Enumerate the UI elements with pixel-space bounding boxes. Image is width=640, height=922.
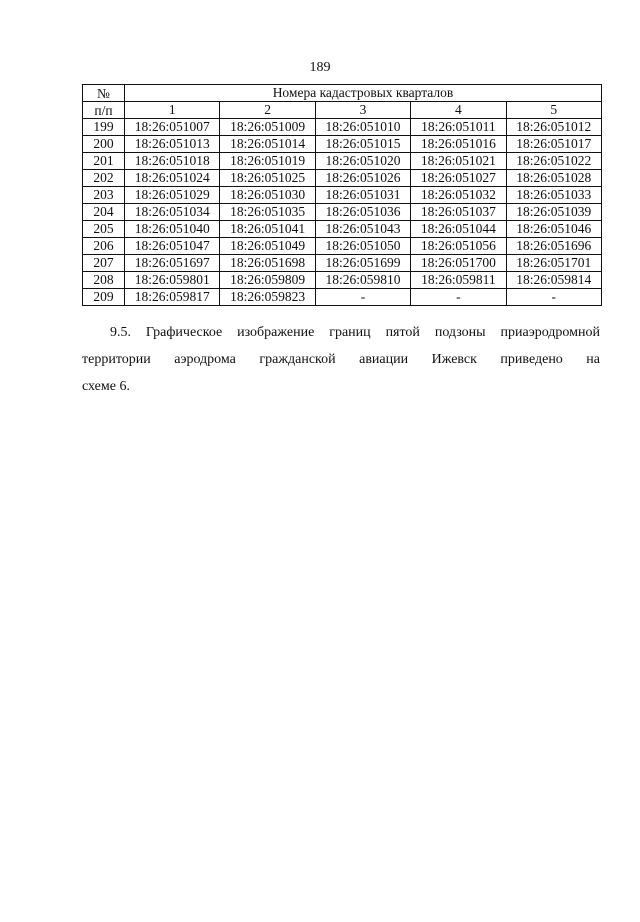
cadastral-number-cell: 18:26:051701 (506, 255, 601, 272)
header-number-top: № (83, 85, 125, 102)
cadastral-number-cell: 18:26:051011 (411, 119, 506, 136)
cadastral-number-cell: 18:26:051697 (125, 255, 220, 272)
cadastral-number-cell: 18:26:051017 (506, 136, 601, 153)
cadastral-number-cell: 18:26:051044 (411, 221, 506, 238)
cadastral-number-cell: 18:26:051018 (125, 153, 220, 170)
table-row (83, 153, 602, 170)
cadastral-number-cell: 18:26:051699 (315, 255, 410, 272)
cadastral-number-cell: 18:26:051034 (125, 204, 220, 221)
table-row (83, 255, 602, 272)
cadastral-number-cell: 18:26:051050 (315, 238, 410, 255)
cadastral-number-cell: 18:26:051696 (506, 238, 601, 255)
row-number-cell: 208 (83, 272, 125, 289)
table-subheader-row (83, 102, 602, 119)
cadastral-number-cell: 18:26:051026 (315, 170, 410, 187)
cadastral-number-cell: 18:26:051041 (220, 221, 315, 238)
row-number-cell: 202 (83, 170, 125, 187)
cadastral-number-cell: 18:26:059823 (220, 289, 315, 306)
cadastral-number-cell: - (411, 289, 506, 306)
row-number-cell: 205 (83, 221, 125, 238)
cadastral-number-cell: 18:26:051022 (506, 153, 601, 170)
row-number-cell: 200 (83, 136, 125, 153)
cadastral-number-cell: 18:26:051047 (125, 238, 220, 255)
cadastral-number-cell: 18:26:059809 (220, 272, 315, 289)
row-number-cell: 199 (83, 119, 125, 136)
cadastral-number-cell: 18:26:051009 (220, 119, 315, 136)
cadastral-number-cell: 18:26:051025 (220, 170, 315, 187)
row-number-cell: 204 (83, 204, 125, 221)
cadastral-table (82, 84, 602, 306)
cadastral-number-cell: 18:26:051043 (315, 221, 410, 238)
row-number-cell: 209 (83, 289, 125, 306)
cadastral-number-cell: 18:26:051040 (125, 221, 220, 238)
table-row (83, 272, 602, 289)
page-number: 189 (309, 60, 331, 75)
cadastral-number-cell: 18:26:051046 (506, 221, 601, 238)
cadastral-number-cell: 18:26:059801 (125, 272, 220, 289)
cadastral-number-cell: 18:26:051033 (506, 187, 601, 204)
paragraph-line-1: 9.5. Графическое изображение границ пятой подзоны приаэродромной (110, 325, 600, 340)
row-number-cell: 206 (83, 238, 125, 255)
cadastral-number-cell: 18:26:051010 (315, 119, 410, 136)
table-row (83, 187, 602, 204)
cadastral-number-cell: 18:26:051037 (411, 204, 506, 221)
cadastral-number-cell: 18:26:051029 (125, 187, 220, 204)
cadastral-number-cell: 18:26:051012 (506, 119, 601, 136)
cadastral-number-cell: 18:26:051007 (125, 119, 220, 136)
cadastral-number-cell: 18:26:051021 (411, 153, 506, 170)
cadastral-number-cell: 18:26:059817 (125, 289, 220, 306)
paragraph-line-2: территории аэродрома гражданской авиации Ижевск приведено на (82, 352, 600, 367)
table-row (83, 221, 602, 238)
header-column-1: 1 (125, 102, 220, 119)
cadastral-number-cell: 18:26:051019 (220, 153, 315, 170)
row-number-cell: 203 (83, 187, 125, 204)
table-row (83, 136, 602, 153)
row-number-cell: 201 (83, 153, 125, 170)
paragraph-line-3: схеме 6. (82, 379, 130, 394)
cadastral-number-cell: - (506, 289, 601, 306)
cadastral-number-cell: 18:26:051056 (411, 238, 506, 255)
cadastral-number-cell: 18:26:051700 (411, 255, 506, 272)
header-column-5: 5 (506, 102, 601, 119)
cadastral-number-cell: 18:26:051028 (506, 170, 601, 187)
cadastral-number-cell: 18:26:051024 (125, 170, 220, 187)
table-row (83, 204, 602, 221)
header-column-3: 3 (315, 102, 410, 119)
cadastral-number-cell: 18:26:051036 (315, 204, 410, 221)
table-row (83, 170, 602, 187)
cadastral-number-cell: 18:26:051049 (220, 238, 315, 255)
cadastral-number-cell: 18:26:051027 (411, 170, 506, 187)
header-number-bottom: п/п (83, 102, 125, 119)
table-body (83, 119, 602, 306)
table-row (83, 119, 602, 136)
cadastral-number-cell: - (315, 289, 410, 306)
cadastral-number-cell: 18:26:051698 (220, 255, 315, 272)
cadastral-number-cell: 18:26:051039 (506, 204, 601, 221)
cadastral-number-cell: 18:26:051020 (315, 153, 410, 170)
cadastral-number-cell: 18:26:051016 (411, 136, 506, 153)
header-group-title: Номера кадастровых кварталов (125, 85, 602, 102)
cadastral-number-cell: 18:26:051030 (220, 187, 315, 204)
table-row (83, 238, 602, 255)
cadastral-number-cell: 18:26:051013 (125, 136, 220, 153)
cadastral-number-cell: 18:26:059814 (506, 272, 601, 289)
cadastral-number-cell: 18:26:051014 (220, 136, 315, 153)
header-column-2: 2 (220, 102, 315, 119)
cadastral-number-cell: 18:26:051035 (220, 204, 315, 221)
row-number-cell: 207 (83, 255, 125, 272)
cadastral-number-cell: 18:26:051015 (315, 136, 410, 153)
table-row (83, 289, 602, 306)
cadastral-number-cell: 18:26:051032 (411, 187, 506, 204)
header-column-4: 4 (411, 102, 506, 119)
table-header-row (83, 85, 602, 102)
cadastral-number-cell: 18:26:059810 (315, 272, 410, 289)
cadastral-number-cell: 18:26:059811 (411, 272, 506, 289)
cadastral-number-cell: 18:26:051031 (315, 187, 410, 204)
